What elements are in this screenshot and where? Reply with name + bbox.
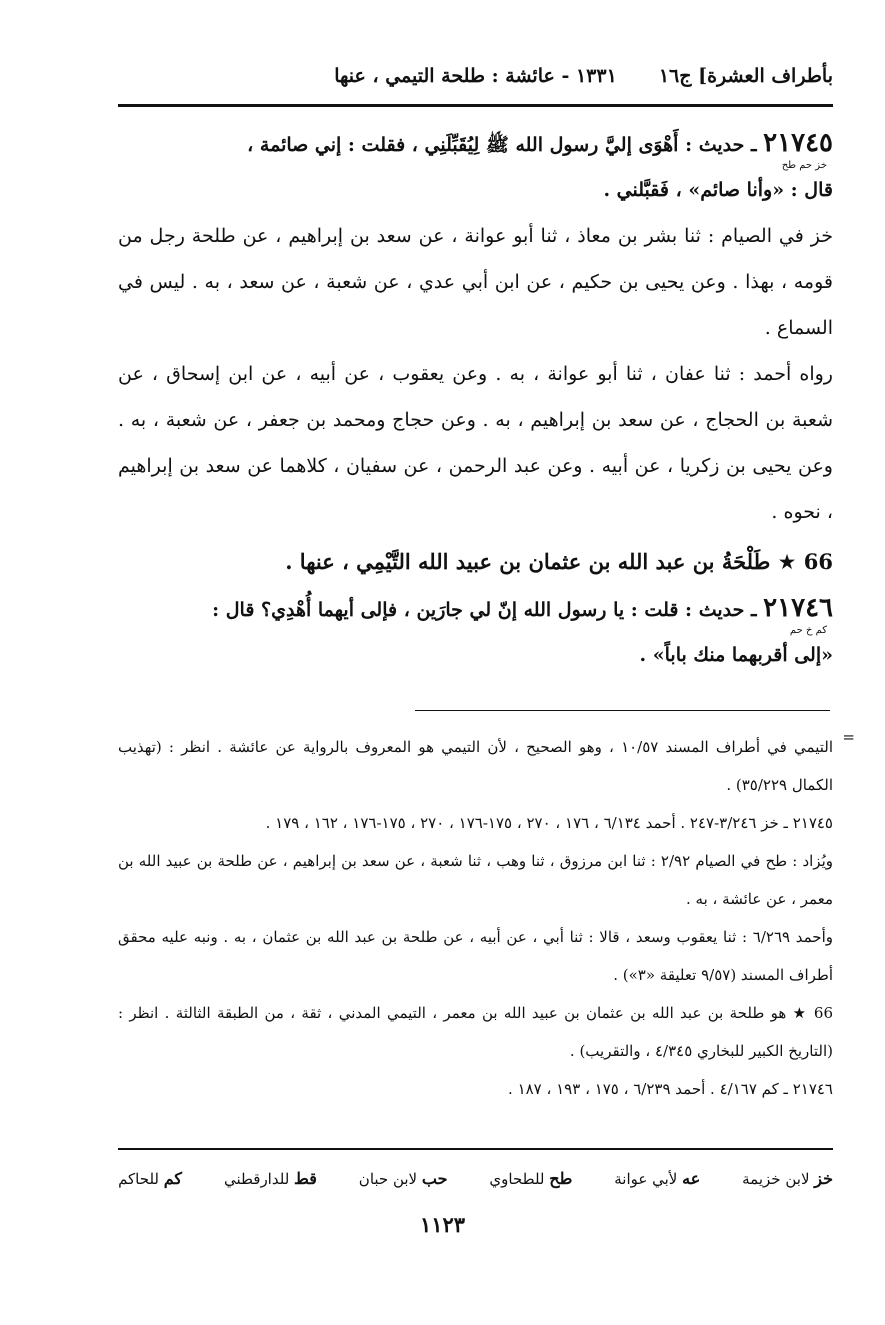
narrator-name: طَلْحَةُ بن عبد الله بن عثمان بن عبيد الله التَّيْمِي ، عنها .	[285, 549, 771, 574]
abbreviation-code: حب	[421, 1168, 448, 1188]
footnotes	[118, 728, 855, 1108]
footnote-1: التيمي في أطراف المسند ١٠/٥٧ ، وهو الصحيح ، لأن التيمي هو المعروف بالرواية عن عائشة . انظر : (تهذيب الكمال ٣٥/٢٢٩) .	[118, 738, 834, 794]
hadith-number: ٢١٧٤٥	[763, 128, 833, 158]
footnote-5-number: 66	[813, 1004, 833, 1022]
header-section: ١٣٣١ - عائشة : طلحة التيمي ، عنها	[334, 65, 617, 87]
footnote-6: ٢١٧٤٦ ـ كم ٤/١٦٧ . أحمد ٦/٢٣٩ ، ١٧٥ ، ١٩٣ ، ١٨٧ .	[508, 1080, 833, 1098]
running-header	[118, 58, 833, 94]
abbreviation-code: طح	[549, 1168, 573, 1188]
footnote-3: ويُزاد : طح في الصيام ٢/٩٢ : ثنا ابن مرزوق ، ثنا وهب ، ثنا شعبة ، عن سعد بن إبراهيم ، عن طلحة بن عبيد الله بن معمر ، عن عائشة ، به .	[118, 852, 833, 908]
footnote-4: وأحمد ٦/٢٦٩ : ثنا يعقوب وسعد ، قالا : ثنا أبي ، عن أبيه ، عن طلحة بن عبد الله بن عثمان ، به . ونبه عليه محقق أطراف المسند (٩/٥٧ تعليقة «٣») .	[118, 928, 833, 984]
hadith-21745	[118, 120, 833, 213]
hadith-sigla: كم خ حم	[789, 625, 827, 636]
abbreviation-item	[614, 1169, 700, 1188]
hadith-number: ٢١٧٤٦	[763, 593, 833, 623]
footnote-2: ٢١٧٤٥ ـ خز ٣/٢٤٦-٢٤٧ . أحمد ٦/١٣٤ ، ١٧٦ ، ٢٧٠ ، ١٧٥-١٧٦ ، ٢٧٠ ، ١٧٥-١٧٦ ، ١٦٢ ، ١٧٩ .	[265, 814, 833, 832]
paragraph-khz: خز في الصيام : ثنا بشر بن معاذ ، ثنا أبو عوانة ، عن سعد بن إبراهيم ، عن طلحة رجل من قومه ، بهذا . وعن يحيى بن حكيم ، عن ابن أبي عدي ، عن شعبة ، عن سعد ، به . ليس في السماع .	[118, 225, 833, 339]
hadith-text: ـ حديث : أَهْوَى إليَّ رسول الله ﷺ لِيُقَبِّلَنِي ، فقلت : إني صائمة ،	[247, 134, 757, 156]
abbreviation-item	[359, 1169, 448, 1188]
hadith-text-end: قال : «وأنا صائم» ، فَقبَّلني .	[603, 179, 833, 201]
abbreviation-text: لابن خزيمة	[742, 1169, 810, 1188]
star-icon: ★	[792, 1004, 808, 1022]
abbreviation-text: لأبي عوانة	[614, 1169, 678, 1188]
hadith-text-end: «إلى أقربهما منك باباً» .	[639, 644, 833, 666]
abbreviation-item	[489, 1169, 572, 1188]
abbreviation-text: للطحاوي	[489, 1169, 545, 1188]
narrator-number: 66	[803, 549, 833, 574]
abbreviations-rule	[118, 1148, 833, 1150]
abbreviation-item	[742, 1169, 833, 1188]
continuation-mark: =	[842, 728, 855, 746]
abbreviation-code: قط	[294, 1168, 317, 1188]
abbreviation-code: كم	[163, 1168, 183, 1188]
hadith-text: ـ حديث : قلت : يا رسول الله إنّ لي جارَين ، فإلى أيهما أُهْدِي؟ قال :	[212, 599, 757, 621]
narrator-heading-66	[118, 539, 833, 585]
header-rule	[118, 104, 833, 107]
header-volume: بأطراف العشرة] ج١٦	[658, 65, 833, 87]
hadith-21746	[118, 585, 833, 678]
abbreviation-item	[224, 1169, 317, 1188]
footnote-rule	[415, 710, 830, 711]
abbreviation-code: عه	[682, 1168, 701, 1188]
abbreviation-text: للحاكم	[118, 1169, 159, 1188]
footnote-5	[118, 994, 833, 1070]
paragraph-ahmad: رواه أحمد : ثنا عفان ، ثنا أبو عوانة ، به . وعن يعقوب ، عن أبيه ، عن ابن إسحاق ، عن شعبة بن الحجاج ، عن سعد بن إبراهيم ، به . وعن حجاج ومحمد بن جعفر ، عن شعبة ، به . وعن يحيى بن زكريا ، عن أبيه . وعن عبد الرحمن ، عن سفيان ، كلاهما عن سعد بن إبراهيم ، نحوه .	[118, 363, 833, 523]
footnote-5-text: هو طلحة بن عبد الله بن عثمان بن عبيد الله بن معمر ، التيمي المدني ، ثقة ، من الطبقة الثالثة . انظر : (التاريخ الكبير للبخاري ٤/٣٤٥ ، والتقريب) .	[118, 1004, 833, 1060]
star-icon: ★	[777, 550, 797, 574]
abbreviation-code: خز	[814, 1168, 833, 1188]
main-text	[118, 120, 833, 678]
abbreviations-key	[118, 1160, 833, 1196]
page-number: ١١٢٣	[419, 1212, 466, 1237]
hadith-sigla: خز حم طح	[781, 160, 827, 171]
abbreviation-item	[118, 1169, 182, 1188]
abbreviation-text: للدارقطني	[223, 1169, 290, 1188]
abbreviation-text: لابن حبان	[358, 1169, 418, 1188]
